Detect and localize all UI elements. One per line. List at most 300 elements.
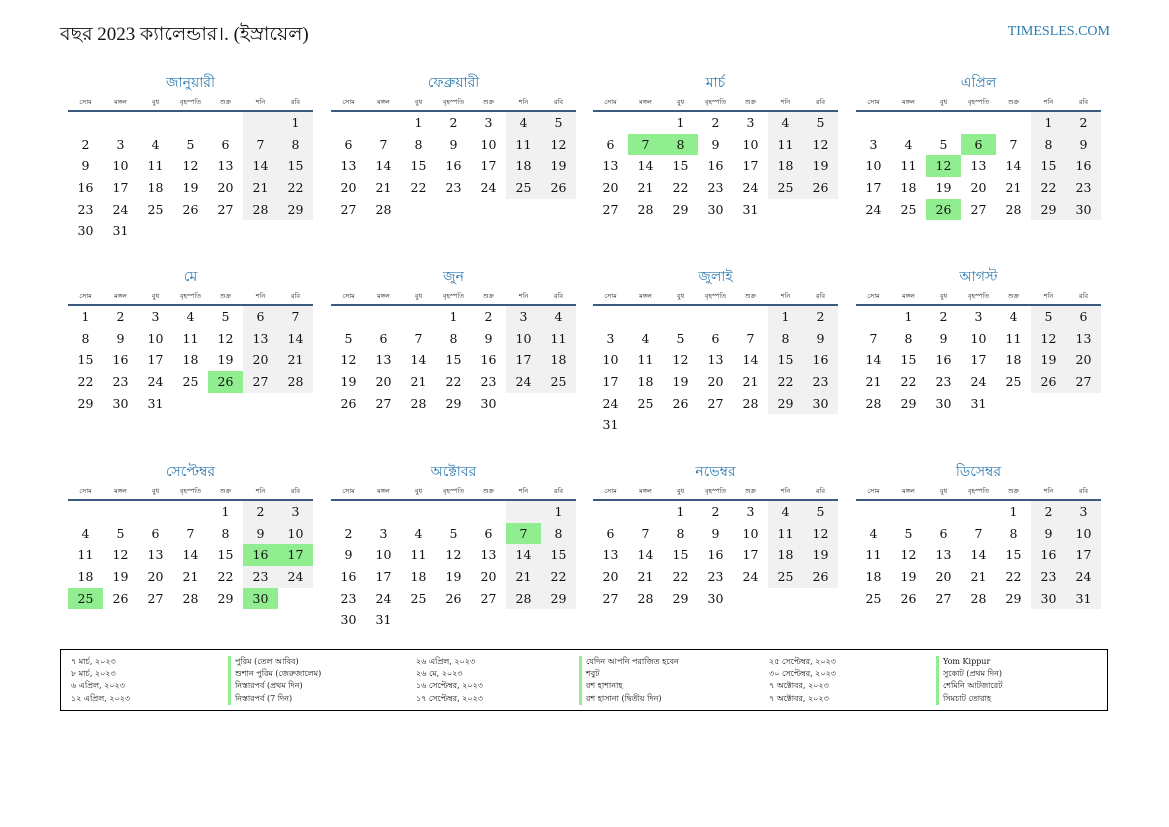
day-cell: 24 <box>375 590 392 606</box>
day-cell: 11 <box>768 134 803 156</box>
weekday-label: শুক্র <box>219 292 232 300</box>
day-cell: 9 <box>449 136 458 152</box>
day-cell: 11 <box>637 352 654 368</box>
day-cell: 12 <box>445 547 462 563</box>
day-cell: 26 <box>900 590 917 606</box>
weekday-label: বুধ <box>151 98 160 106</box>
day-cell: 19 <box>803 155 838 177</box>
weekday-label: বুধ <box>414 292 423 300</box>
day-grid <box>68 501 313 609</box>
day-cell: 23 <box>340 590 357 606</box>
day-cell: 14 <box>410 352 427 368</box>
day-grid <box>331 306 576 414</box>
day-cell: 28 <box>637 201 654 217</box>
day-cell: 13 <box>480 547 497 563</box>
weekday-label: শুক্র <box>1007 292 1020 300</box>
empty-cell <box>471 501 506 523</box>
legend-date: ৮ মার্চ, ২০২৩ <box>71 669 116 679</box>
day-cell: 22 <box>1005 569 1022 585</box>
day-cell: 17 <box>506 349 541 371</box>
day-cell: 18 <box>1005 352 1022 368</box>
weekday-label: বুধ <box>676 292 685 300</box>
weekday-label: সোম <box>79 487 92 495</box>
day-cell: 8 <box>541 523 576 545</box>
day-grid <box>68 112 313 242</box>
day-cell: 5 <box>904 525 913 541</box>
day-cell: 1 <box>221 504 230 519</box>
day-cell: 22 <box>672 569 689 585</box>
weekday-label: বুধ <box>151 292 160 300</box>
day-cell: 1 <box>1009 504 1018 519</box>
day-cell: 28 <box>243 199 278 221</box>
empty-cell <box>138 501 173 523</box>
weekday-label: শনি <box>780 98 791 106</box>
weekday-label: রবি <box>815 292 826 300</box>
weekday-header <box>331 288 576 306</box>
holiday-day-cell: 17 <box>278 544 313 566</box>
empty-cell <box>698 306 733 328</box>
day-cell: 2 <box>81 136 90 152</box>
day-cell: 11 <box>1005 330 1022 346</box>
holiday-day-cell: 7 <box>628 134 663 156</box>
day-cell: 20 <box>147 569 164 585</box>
day-cell: 21 <box>506 566 541 588</box>
weekday-label: বৃহস্পতি <box>967 98 990 106</box>
day-cell: 5 <box>803 501 838 523</box>
day-cell: 25 <box>541 371 576 393</box>
day-cell: 10 <box>375 547 392 563</box>
day-cell: 3 <box>746 504 755 519</box>
weekday-label: বুধ <box>414 98 423 106</box>
day-cell: 4 <box>641 330 650 346</box>
day-cell: 28 <box>278 371 313 393</box>
day-cell: 14 <box>506 544 541 566</box>
day-cell: 22 <box>768 371 803 393</box>
day-cell: 14 <box>637 158 654 174</box>
day-cell: 18 <box>541 349 576 371</box>
day-cell: 26 <box>672 395 689 411</box>
day-cell: 7 <box>746 330 755 346</box>
empty-cell <box>628 306 663 328</box>
weekday-label: রবি <box>290 487 301 495</box>
day-cell: 19 <box>445 569 462 585</box>
day-grid <box>593 112 838 220</box>
empty-cell <box>366 112 401 134</box>
day-cell: 6 <box>606 525 615 541</box>
legend-holiday-name: রশ হাশানাহ <box>579 680 679 692</box>
weekday-label: সোম <box>79 98 92 106</box>
day-cell: 4 <box>768 501 803 523</box>
legend-date-column <box>416 656 483 705</box>
day-cell: 18 <box>768 155 803 177</box>
day-cell: 28 <box>375 201 392 217</box>
month-block <box>593 72 838 220</box>
day-cell: 31 <box>742 201 759 217</box>
weekday-label: রবি <box>290 98 301 106</box>
holiday-day-cell: 30 <box>243 588 278 610</box>
day-cell: 20 <box>602 180 619 196</box>
day-cell: 3 <box>484 115 493 130</box>
weekday-label: বৃহস্পতি <box>704 292 727 300</box>
day-cell: 12 <box>1031 328 1066 350</box>
day-cell: 8 <box>676 525 685 541</box>
day-cell: 17 <box>375 569 392 585</box>
empty-cell <box>436 501 471 523</box>
day-cell: 21 <box>970 569 987 585</box>
day-cell: 25 <box>637 395 654 411</box>
holiday-day-cell: 16 <box>243 544 278 566</box>
day-grid <box>68 306 313 414</box>
holiday-day-cell: 26 <box>926 199 961 221</box>
day-cell: 9 <box>81 158 90 174</box>
day-cell: 27 <box>243 371 278 393</box>
day-cell: 19 <box>217 352 234 368</box>
day-cell: 20 <box>1066 349 1101 371</box>
day-cell: 16 <box>1031 544 1066 566</box>
day-cell: 4 <box>1009 309 1018 324</box>
weekday-label: মঙ্গল <box>377 487 390 495</box>
day-cell: 9 <box>1066 134 1101 156</box>
weekday-label: মঙ্গল <box>377 292 390 300</box>
legend-holiday-name: নিস্তারপর্ব (প্রথম দিন) <box>228 680 321 692</box>
day-cell: 2 <box>711 115 720 130</box>
day-cell: 17 <box>602 374 619 390</box>
day-cell: 20 <box>602 569 619 585</box>
day-cell: 22 <box>445 374 462 390</box>
day-cell: 8 <box>414 136 423 152</box>
day-cell: 12 <box>803 523 838 545</box>
day-cell: 30 <box>707 201 724 217</box>
day-cell: 17 <box>970 352 987 368</box>
weekday-label: বৃহস্পতি <box>967 292 990 300</box>
day-cell: 19 <box>340 374 357 390</box>
empty-cell <box>103 112 138 134</box>
day-cell: 19 <box>182 180 199 196</box>
day-cell: 7 <box>974 525 983 541</box>
day-cell: 4 <box>81 525 90 541</box>
day-cell: 14 <box>182 547 199 563</box>
day-cell: 29 <box>278 199 313 221</box>
day-cell: 26 <box>803 177 838 199</box>
day-cell: 1 <box>904 309 913 324</box>
day-cell: 27 <box>1066 371 1101 393</box>
day-cell: 14 <box>970 547 987 563</box>
weekday-label: বুধ <box>939 292 948 300</box>
day-cell: 25 <box>1005 374 1022 390</box>
day-cell: 9 <box>711 525 720 541</box>
day-cell: 20 <box>707 374 724 390</box>
day-cell: 29 <box>768 393 803 415</box>
day-cell: 22 <box>900 374 917 390</box>
month-name: মার্চ <box>705 75 726 91</box>
legend-date: ৭ মার্চ, ২০২৩ <box>71 657 116 666</box>
weekday-label: বৃহস্পতি <box>442 98 465 106</box>
day-cell: 17 <box>112 180 129 196</box>
weekday-header <box>856 94 1101 112</box>
empty-cell <box>856 112 891 134</box>
legend-date-column <box>769 656 836 705</box>
day-cell: 15 <box>672 158 689 174</box>
weekday-label: রবি <box>290 292 301 300</box>
day-cell: 4 <box>414 525 423 541</box>
day-cell: 14 <box>865 352 882 368</box>
weekday-label: বৃহস্পতি <box>704 487 727 495</box>
day-cell: 3 <box>1066 501 1101 523</box>
day-cell: 28 <box>1005 201 1022 217</box>
legend-holiday-name: সিমচাট তোরাহ <box>936 693 1002 705</box>
day-cell: 29 <box>672 590 689 606</box>
holiday-day-cell: 8 <box>663 134 698 156</box>
month-name: জুন <box>443 269 464 285</box>
empty-cell <box>593 112 628 134</box>
empty-cell <box>628 501 663 523</box>
day-cell: 24 <box>278 566 313 588</box>
day-cell: 13 <box>602 547 619 563</box>
day-cell: 23 <box>803 371 838 393</box>
weekday-label: শুক্র <box>744 292 757 300</box>
day-cell: 16 <box>77 180 94 196</box>
day-cell: 4 <box>768 112 803 134</box>
day-cell: 7 <box>186 525 195 541</box>
month-block <box>856 72 1101 220</box>
legend-date-column <box>71 656 130 705</box>
day-cell: 22 <box>541 566 576 588</box>
weekday-header <box>331 483 576 501</box>
day-cell: 28 <box>970 590 987 606</box>
holiday-legend <box>60 649 1108 711</box>
weekday-label: শনি <box>518 292 529 300</box>
day-cell: 16 <box>803 349 838 371</box>
weekday-label: শনি <box>1043 292 1054 300</box>
day-cell: 5 <box>221 309 230 324</box>
day-cell: 24 <box>480 180 497 196</box>
day-cell: 9 <box>116 330 125 346</box>
empty-cell <box>856 306 891 328</box>
page-title: বছর 2023 ক্যালেন্ডার।. (ইস্রায়েল) <box>60 24 309 45</box>
day-cell: 10 <box>602 352 619 368</box>
day-cell: 31 <box>602 417 619 433</box>
day-cell: 18 <box>637 374 654 390</box>
empty-cell <box>891 112 926 134</box>
month-block <box>331 461 576 631</box>
day-cell: 9 <box>243 523 278 545</box>
day-cell: 25 <box>865 590 882 606</box>
weekday-header <box>593 483 838 501</box>
empty-cell <box>506 501 541 523</box>
day-cell: 20 <box>935 569 952 585</box>
day-cell: 3 <box>506 306 541 328</box>
legend-holiday-name: শবুট <box>579 668 679 680</box>
legend-holiday-name: রশ হাসানা (দ্বিতীয় দিন) <box>579 693 679 705</box>
day-cell: 12 <box>900 547 917 563</box>
day-cell: 24 <box>865 201 882 217</box>
weekday-label: শনি <box>518 487 529 495</box>
day-cell: 26 <box>445 590 462 606</box>
day-cell: 1 <box>541 501 576 523</box>
day-cell: 7 <box>1009 136 1018 152</box>
day-cell: 15 <box>217 547 234 563</box>
weekday-header <box>593 94 838 112</box>
empty-cell <box>891 501 926 523</box>
weekday-label: বৃহস্পতি <box>967 487 990 495</box>
day-cell: 15 <box>410 158 427 174</box>
weekday-label: বৃহস্পতি <box>179 292 202 300</box>
weekday-label: শনি <box>255 292 266 300</box>
weekday-label: শনি <box>780 487 791 495</box>
day-cell: 14 <box>278 328 313 350</box>
day-cell: 13 <box>243 328 278 350</box>
day-cell: 13 <box>602 158 619 174</box>
day-cell: 15 <box>672 547 689 563</box>
day-cell: 22 <box>410 180 427 196</box>
day-cell: 16 <box>1066 155 1101 177</box>
day-cell: 19 <box>1031 349 1066 371</box>
month-block <box>856 461 1101 609</box>
holiday-day-cell: 12 <box>926 155 961 177</box>
legend-holiday-name: Yom Kippur <box>936 656 1002 668</box>
day-cell: 29 <box>541 588 576 610</box>
day-grid <box>856 501 1101 609</box>
weekday-label: সোম <box>867 487 880 495</box>
day-cell: 2 <box>243 501 278 523</box>
day-cell: 31 <box>1066 588 1101 610</box>
day-cell: 3 <box>278 501 313 523</box>
day-cell: 24 <box>742 569 759 585</box>
day-cell: 31 <box>147 395 164 411</box>
day-cell: 3 <box>746 115 755 130</box>
legend-date: ৭ অক্টোবর, ২০২৩ <box>769 693 829 703</box>
month-block <box>331 266 576 414</box>
month-block <box>331 72 576 220</box>
weekday-label: শুক্র <box>744 98 757 106</box>
day-cell: 17 <box>1066 544 1101 566</box>
day-cell: 18 <box>77 569 94 585</box>
day-cell: 22 <box>672 180 689 196</box>
day-cell: 17 <box>865 180 882 196</box>
day-cell: 2 <box>939 309 948 324</box>
month-block <box>593 266 838 436</box>
day-cell: 11 <box>77 547 94 563</box>
day-cell: 23 <box>112 374 129 390</box>
day-cell: 17 <box>147 352 164 368</box>
day-cell: 27 <box>217 201 234 217</box>
weekday-label: শুক্র <box>482 292 495 300</box>
day-cell: 15 <box>541 544 576 566</box>
day-cell: 25 <box>410 590 427 606</box>
day-cell: 18 <box>182 352 199 368</box>
day-cell: 30 <box>480 395 497 411</box>
day-cell: 8 <box>768 328 803 350</box>
day-cell: 23 <box>445 180 462 196</box>
weekday-label: শুক্র <box>482 98 495 106</box>
day-cell: 11 <box>147 158 164 174</box>
month-name: অক্টোবর <box>430 464 477 480</box>
legend-date: ৩০ সেপ্টেম্বর, ২০২৩ <box>769 669 836 679</box>
day-grid <box>593 306 838 436</box>
day-cell: 28 <box>506 588 541 610</box>
empty-cell <box>331 501 366 523</box>
day-cell: 27 <box>602 201 619 217</box>
weekday-label: বুধ <box>676 487 685 495</box>
day-grid <box>331 112 576 220</box>
day-cell: 3 <box>974 309 983 324</box>
day-cell: 8 <box>1009 525 1018 541</box>
day-cell: 1 <box>81 309 90 324</box>
day-cell: 19 <box>803 544 838 566</box>
day-cell: 11 <box>410 547 427 563</box>
day-cell: 13 <box>147 547 164 563</box>
day-cell: 1 <box>1031 112 1066 134</box>
day-cell: 8 <box>449 330 458 346</box>
day-cell: 6 <box>379 330 388 346</box>
site-link[interactable]: TIMESLES.COM <box>1007 24 1110 39</box>
legend-date: ২৬ মে, ২০২৩ <box>416 669 463 679</box>
day-cell: 10 <box>865 158 882 174</box>
day-cell: 22 <box>278 177 313 199</box>
day-cell: 27 <box>602 590 619 606</box>
day-cell: 11 <box>768 523 803 545</box>
weekday-label: বৃহস্পতি <box>442 487 465 495</box>
day-cell: 24 <box>112 201 129 217</box>
day-cell: 7 <box>869 330 878 346</box>
day-cell: 20 <box>217 180 234 196</box>
day-cell: 18 <box>410 569 427 585</box>
weekday-label: রবি <box>815 98 826 106</box>
weekday-label: শনি <box>518 98 529 106</box>
legend-date: ১২ এপ্রিল, ২০২৩ <box>71 693 131 703</box>
day-cell: 5 <box>186 136 195 152</box>
legend-holiday-name: শুশান পুরিম (জেরুজালেম) <box>228 668 321 680</box>
day-cell: 23 <box>707 180 724 196</box>
day-cell: 18 <box>768 544 803 566</box>
day-cell: 16 <box>480 352 497 368</box>
day-cell: 23 <box>480 374 497 390</box>
weekday-label: সোম <box>867 292 880 300</box>
day-cell: 21 <box>637 180 654 196</box>
day-cell: 8 <box>278 134 313 156</box>
month-name: ফেব্রুয়ারী <box>427 75 480 91</box>
day-cell: 28 <box>865 395 882 411</box>
day-cell: 9 <box>344 547 353 563</box>
day-cell: 24 <box>506 371 541 393</box>
day-cell: 25 <box>147 201 164 217</box>
day-cell: 26 <box>182 201 199 217</box>
day-cell: 9 <box>711 136 720 152</box>
day-cell: 1 <box>449 309 458 324</box>
day-cell: 30 <box>1066 199 1101 221</box>
day-cell: 21 <box>637 569 654 585</box>
day-grid <box>856 306 1101 414</box>
day-cell: 27 <box>970 201 987 217</box>
day-cell: 16 <box>935 352 952 368</box>
day-cell: 2 <box>803 306 838 328</box>
day-cell: 3 <box>379 525 388 541</box>
day-cell: 20 <box>970 180 987 196</box>
month-name: জুলাই <box>698 269 733 285</box>
weekday-label: সোম <box>342 98 355 106</box>
day-cell: 15 <box>1031 155 1066 177</box>
day-cell: 17 <box>742 158 759 174</box>
weekday-label: সোম <box>79 292 92 300</box>
legend-holiday-name: নিস্তারপর্ব (7 দিন) <box>228 693 321 705</box>
day-cell: 24 <box>970 374 987 390</box>
weekday-label: শুক্র <box>1007 98 1020 106</box>
day-cell: 29 <box>900 395 917 411</box>
day-cell: 16 <box>707 158 724 174</box>
day-cell: 7 <box>379 136 388 152</box>
day-cell: 23 <box>935 374 952 390</box>
day-grid <box>593 501 838 609</box>
